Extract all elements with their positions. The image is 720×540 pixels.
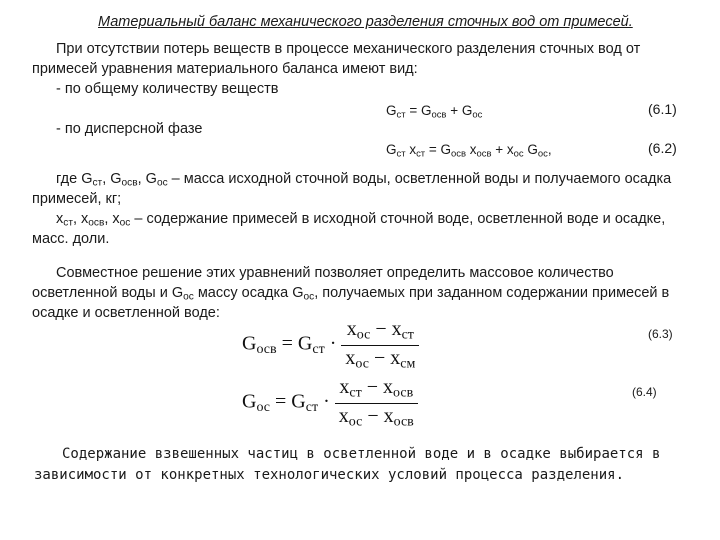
equation-6-1: $G_{ст} = G_{осв} + G_{ос}$ <box>386 103 483 121</box>
item-total-quantity: - по общему количеству веществ <box>56 81 279 97</box>
equation-number-6-3: (6.3) <box>648 327 673 341</box>
equation-number-6-1: (6.1) <box>648 101 677 117</box>
intro-line-2: примесей уравнения материального баланса имеют вид: <box>32 61 418 77</box>
equation-number-6-4: (6.4) <box>632 385 657 399</box>
equation-6-4: $G_{ос} = G_{ст}$ · $\frac{x_{ст} - x_{осв}}{x_{ос} - x_{осв}}$ <box>242 376 418 430</box>
joint-solution-line-2: осветленной воды и $G_{ос}$ массу осадка $G_{ос}$, получаемых при заданном содержании примесей в <box>32 285 670 303</box>
definition-contents-cont: масс. доли. <box>32 231 110 247</box>
item-disperse-phase: - по дисперсной фазе <box>56 121 203 137</box>
equation-6-3: $G_{осв} = G_{ст}$ · $\frac{x_{ос} - x_{ст}}{x_{ос} - x_{см}}$ <box>242 318 419 372</box>
closing-line-2: зависимости от конкретных технологических условий процесса разделения. <box>34 467 625 483</box>
definition-masses-cont: примесей, кг; <box>32 191 122 207</box>
joint-solution-line-3: осадке и осветленной воде: <box>32 305 220 321</box>
intro-line-1: При отсутствии потерь веществ в процессе механического разделения сточных вод от <box>56 41 641 57</box>
equation-6-2: $G_{ст}$ $x_{ст} = G_{осв}$ $x_{осв} + x_{ос}$ $G_{ос}$, <box>386 142 552 160</box>
definition-contents: $x_{ст}$, $x_{осв}$, $x_{ос}$ – содержание примесей в исходной сточной воде, осветленной воде и осадке, <box>56 211 666 229</box>
joint-solution-line-1: Совместное решение этих уравнений позволяет определить массовое количество <box>56 265 614 281</box>
section-title: Материальный баланс механического разделения сточных вод от примесей. <box>98 14 633 30</box>
closing-line-1: Содержание взвешенных частиц в осветленной воде и в осадке выбирается в <box>62 446 661 462</box>
fraction-6-4: $\frac{x_{ст} - x_{осв}}{x_{ос} - x_{осв}}$ <box>335 376 418 430</box>
fraction-6-3: $\frac{x_{ос} - x_{ст}}{x_{ос} - x_{см}}$ <box>341 318 419 372</box>
definition-masses: где $G_{ст}$, $G_{осв}$, $G_{ос}$ – масса исходной сточной воды, осветленной воды и получаемого осадка <box>56 171 672 189</box>
equation-number-6-2: (6.2) <box>648 140 677 156</box>
